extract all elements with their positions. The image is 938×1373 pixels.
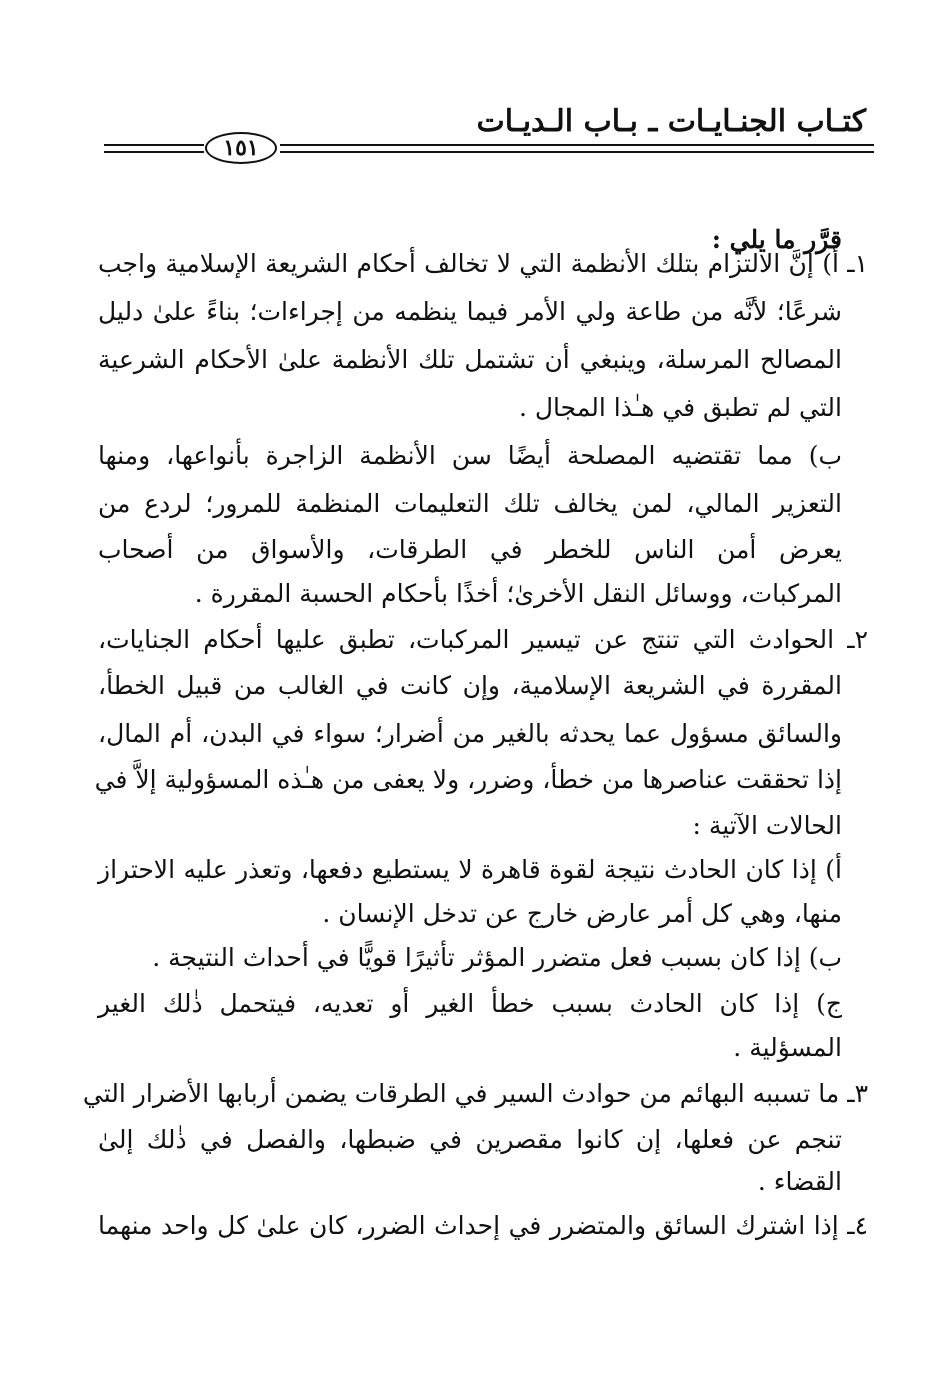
text-line: يعرض أمن الناس للخطر في الطرقات، والأسواق من أصحاب — [98, 535, 842, 564]
text-line: التي لم تطبق في هـٰذا المجال . — [519, 393, 842, 422]
text-line: المسؤلية . — [733, 1033, 842, 1062]
text-line: المقررة في الشريعة الإسلامية، وإن كانت في الغالب من قبيل الخطأ، — [98, 671, 842, 700]
text-line: والسائق مسؤول عما يحدثه بالغير من أضرار؛ سواء في البدن، أم المال، — [98, 719, 842, 748]
running-header-title: كتـاب الجنـايـات ـ بـاب الـديـات — [476, 104, 866, 139]
text-line: ١ـ أ) إنَّ الالتزام بتلك الأنظمة التي لا تخالف أحكام الشريعة الإسلامية واجب — [98, 249, 868, 278]
page-number: ١٥١ — [205, 132, 277, 164]
text-line: المركبات، ووسائل النقل الأخرىٰ؛ أخذًا بأحكام الحسبة المقررة . — [194, 579, 842, 608]
text-line: شرعًا؛ لأنَّه من طاعة ولي الأمر فيما ينظمه من إجراءات؛ بناءً علىٰ دليل — [98, 297, 842, 326]
text-line: ب) إذا كان بسبب فعل متضرر المؤثر تأثيرًا قويًّا في أحداث النتيجة . — [152, 943, 842, 972]
text-line: القضاء . — [757, 1167, 842, 1196]
text-line: المصالح المرسلة، وينبغي أن تشتمل تلك الأنظمة علىٰ الأحكام الشرعية — [98, 345, 842, 374]
text-line: ٣ـ ما تسببه البهائم من حوادث السير في الطرقات يضمن أربابها الأضرار التي — [82, 1079, 868, 1108]
text-line: ٢ـ الحوادث التي تنتج عن تيسير المركبات، تطبق عليها أحكام الجنايات، — [98, 625, 868, 654]
text-line: ب) مما تقتضيه المصلحة أيضًا سن الأنظمة الزاجرة بأنواعها، ومنها — [98, 441, 842, 470]
text-line: أ) إذا كان الحادث نتيجة لقوة قاهرة لا يستطيع دفعها، وتعذر عليه الاحتراز — [98, 855, 842, 884]
text-line: ج) إذا كان الحادث بسبب خطأ الغير أو تعديه، فيتحمل ذٰلك الغير — [98, 989, 842, 1018]
text-line: تنجم عن فعلها، إن كانوا مقصرين في ضبطها، والفصل في ذٰلك إلىٰ — [98, 1125, 842, 1154]
text-line: ٤ـ إذا اشترك السائق والمتضرر في إحداث الضرر، كان علىٰ كل واحد منهما — [98, 1211, 868, 1240]
text-line: قرَّر ما يلي : — [711, 225, 842, 254]
text-line: الحالات الآتية : — [692, 811, 842, 840]
text-line: إذا تحققت عناصرها من خطأ، وضرر، ولا يعفى من هـٰذه المسؤولية إلاَّ في — [94, 765, 842, 794]
text-line: منها، وهي كل أمر عارض خارج عن تدخل الإنسان . — [322, 899, 842, 928]
text-line: التعزير المالي، لمن يخالف تلك التعليمات المنظمة للمرور؛ لردع من — [98, 489, 842, 518]
